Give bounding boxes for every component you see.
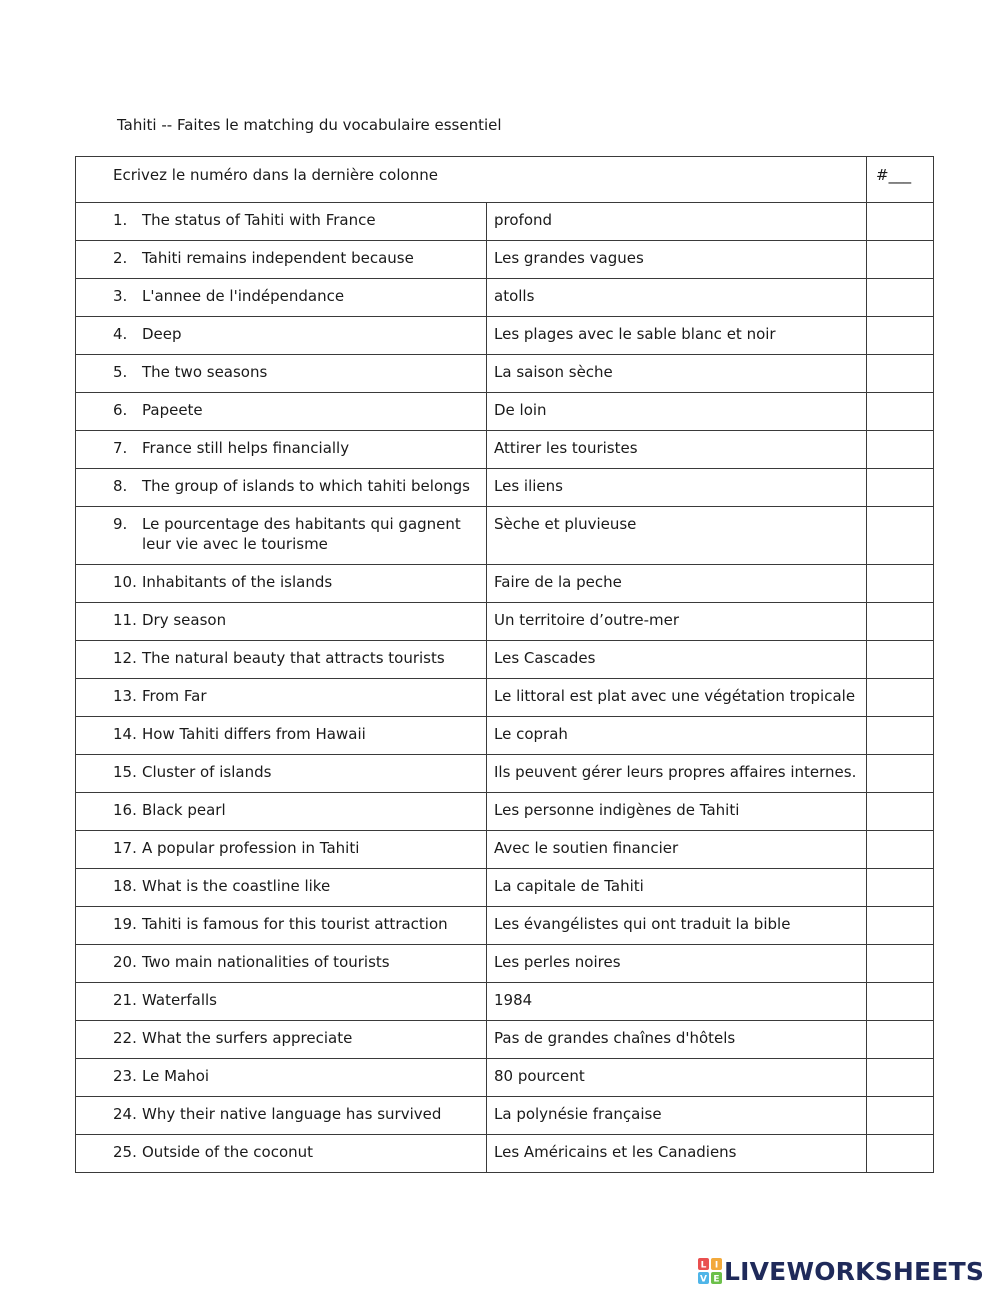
answer-text: atolls [494, 287, 535, 305]
number-answer-cell[interactable] [867, 869, 934, 907]
question-cell [76, 603, 487, 641]
question-number: 24. [113, 1105, 137, 1123]
number-answer-cell[interactable] [867, 945, 934, 983]
table-row [76, 755, 934, 793]
question-number: 20. [113, 953, 137, 971]
question-text: Inhabitants of the islands [142, 573, 333, 591]
question-number: 3. [113, 287, 128, 305]
question-cell [76, 279, 487, 317]
number-answer-cell[interactable] [867, 279, 934, 317]
number-answer-cell[interactable] [867, 831, 934, 869]
answer-text: Un territoire d’outre-mer [494, 611, 680, 629]
table-row [76, 1097, 934, 1135]
answer-text: De loin [494, 401, 547, 419]
question-number: 8. [113, 477, 128, 495]
question-cell [76, 431, 487, 469]
question-text: Two main nationalities of tourists [142, 953, 390, 971]
question-text: Outside of the coconut [142, 1143, 314, 1161]
answer-text: Avec le soutien financier [494, 839, 679, 857]
answer-cell [487, 241, 867, 279]
question-text: France still helps financially [142, 439, 350, 457]
table-row [76, 317, 934, 355]
question-text: A popular profession in Tahiti [142, 839, 360, 857]
liveworksheets-logo [698, 1256, 984, 1286]
table-row [76, 203, 934, 241]
number-answer-cell[interactable] [867, 907, 934, 945]
question-text: The group of islands to which tahiti belongs [142, 477, 470, 495]
table-row [76, 641, 934, 679]
question-text: The two seasons [142, 363, 268, 381]
question-text: What is the coastline like [142, 877, 331, 895]
number-answer-cell[interactable] [867, 1059, 934, 1097]
question-number: 21. [113, 991, 137, 1009]
instruction-text: Ecrivez le numéro dans la dernière colonne [113, 166, 438, 184]
question-number: 18. [113, 877, 137, 895]
table-row [76, 907, 934, 945]
answer-cell [487, 565, 867, 603]
question-number: 2. [113, 249, 128, 267]
answer-cell [487, 507, 867, 565]
answer-cell [487, 603, 867, 641]
svg-text:I: I [714, 1260, 719, 1271]
number-answer-cell[interactable] [867, 507, 934, 565]
question-cell [76, 945, 487, 983]
question-cell [76, 393, 487, 431]
question-text: The natural beauty that attracts tourists [142, 649, 445, 667]
answer-text: Pas de grandes chaînes d'hôtels [494, 1029, 736, 1047]
question-cell [76, 755, 487, 793]
answer-cell [487, 279, 867, 317]
question-number: 25. [113, 1143, 137, 1161]
answer-text: Le coprah [494, 725, 568, 743]
number-answer-cell[interactable] [867, 565, 934, 603]
table-row [76, 793, 934, 831]
table-row [76, 469, 934, 507]
answer-text: Les grandes vagues [494, 249, 644, 267]
question-cell [76, 869, 487, 907]
question-cell [76, 565, 487, 603]
answer-text: La capitale de Tahiti [494, 877, 644, 895]
liveworksheets-logo-icon [698, 1258, 722, 1284]
answer-text: 80 pourcent [494, 1067, 585, 1085]
number-answer-cell[interactable] [867, 603, 934, 641]
number-answer-cell[interactable] [867, 755, 934, 793]
question-text: Dry season [142, 611, 227, 629]
answer-cell [487, 393, 867, 431]
number-answer-cell[interactable] [867, 203, 934, 241]
answer-text: Les personne indigènes de Tahiti [494, 801, 740, 819]
answer-cell [487, 945, 867, 983]
question-number: 23. [113, 1067, 137, 1085]
answer-text: Les Cascades [494, 649, 596, 667]
answer-cell [487, 1097, 867, 1135]
answer-text: Faire de la peche [494, 573, 622, 591]
answer-cell [487, 355, 867, 393]
question-cell [76, 241, 487, 279]
question-cell [76, 1059, 487, 1097]
question-number: 5. [113, 363, 128, 381]
question-number: 13. [113, 687, 137, 705]
table-row [76, 431, 934, 469]
question-number: 4. [113, 325, 128, 343]
number-answer-cell[interactable] [867, 241, 934, 279]
question-number: 17. [113, 839, 137, 857]
question-text: Le Mahoi [142, 1067, 210, 1085]
table-row [76, 945, 934, 983]
number-answer-cell[interactable] [867, 679, 934, 717]
table-header-row [76, 157, 934, 203]
question-number: 16. [113, 801, 137, 819]
answer-cell [487, 1021, 867, 1059]
question-number: 19. [113, 915, 137, 933]
question-cell [76, 983, 487, 1021]
question-text: The status of Tahiti with France [142, 211, 376, 229]
answer-text: Les évangélistes qui ont traduit la bible [494, 915, 791, 933]
answer-text: Les iliens [494, 477, 563, 495]
answer-cell [487, 983, 867, 1021]
answer-cell [487, 203, 867, 241]
answer-text: Le littoral est plat avec une végétation tropicale [494, 687, 856, 705]
number-answer-cell[interactable] [867, 1097, 934, 1135]
question-cell [76, 1021, 487, 1059]
question-cell [76, 203, 487, 241]
answer-text: profond [494, 211, 553, 229]
question-number: 10. [113, 573, 137, 591]
number-answer-cell[interactable] [867, 431, 934, 469]
answer-cell [487, 679, 867, 717]
question-number: 22. [113, 1029, 137, 1047]
answer-text: Attirer les touristes [494, 439, 638, 457]
answer-cell [487, 793, 867, 831]
answer-text: Ils peuvent gérer leurs propres affaires internes. [494, 763, 857, 781]
question-text: Cluster of islands [142, 763, 272, 781]
number-answer-cell[interactable] [867, 393, 934, 431]
number-answer-cell[interactable] [867, 1135, 934, 1173]
answer-cell [487, 1135, 867, 1173]
number-label: #___ [876, 166, 912, 184]
question-text: Deep [142, 325, 182, 343]
question-cell [76, 1135, 487, 1173]
svg-text:E: E [713, 1274, 720, 1284]
number-answer-cell[interactable] [867, 717, 934, 755]
question-number: 7. [113, 439, 128, 457]
table-row [76, 507, 934, 565]
question-number: 6. [113, 401, 128, 419]
answer-cell [487, 831, 867, 869]
question-cell [76, 831, 487, 869]
answer-cell [487, 869, 867, 907]
table-row [76, 279, 934, 317]
answer-cell [487, 469, 867, 507]
table-row [76, 1059, 934, 1097]
answer-cell [487, 1059, 867, 1097]
number-answer-cell[interactable] [867, 469, 934, 507]
question-number: 14. [113, 725, 137, 743]
answer-text: La saison sèche [494, 363, 613, 381]
svg-text:L: L [700, 1260, 707, 1271]
answer-text: 1984 [494, 991, 533, 1009]
question-cell [76, 507, 487, 565]
answer-cell [487, 431, 867, 469]
answer-cell [487, 755, 867, 793]
answer-text: Les Américains et les Canadiens [494, 1143, 737, 1161]
question-text: Waterfalls [142, 991, 217, 1009]
table-row [76, 679, 934, 717]
worksheet-title: Tahiti -- Faites le matching du vocabulaire essentiel [117, 116, 502, 134]
number-answer-cell[interactable] [867, 355, 934, 393]
question-text: Why their native language has survived [142, 1105, 442, 1123]
answer-cell [487, 907, 867, 945]
matching-table [75, 156, 934, 1173]
question-cell [76, 469, 487, 507]
table-row [76, 1135, 934, 1173]
question-cell [76, 717, 487, 755]
table-row [76, 869, 934, 907]
answer-text: Les plages avec le sable blanc et noir [494, 325, 776, 343]
question-cell [76, 317, 487, 355]
liveworksheets-logo-text: LIVEWORKSHEETS [724, 1256, 985, 1286]
answer-cell [487, 717, 867, 755]
answer-text: La polynésie française [494, 1105, 662, 1123]
question-number: 1. [113, 211, 128, 229]
table-row [76, 1021, 934, 1059]
question-cell [76, 793, 487, 831]
number-answer-cell[interactable] [867, 793, 934, 831]
question-text: From Far [142, 687, 207, 705]
svg-text:V: V [700, 1274, 707, 1284]
table-row [76, 603, 934, 641]
question-cell [76, 679, 487, 717]
question-number: 11. [113, 611, 137, 629]
table-row [76, 717, 934, 755]
answer-text: Sèche et pluvieuse [494, 515, 637, 533]
table-row [76, 393, 934, 431]
number-answer-cell[interactable] [867, 641, 934, 679]
question-text: Tahiti remains independent because [142, 249, 414, 267]
question-text: How Tahiti differs from Hawaii [142, 725, 366, 743]
question-number: 9. [113, 515, 128, 533]
question-text: What the surfers appreciate [142, 1029, 353, 1047]
question-cell [76, 355, 487, 393]
question-text: L'annee de l'indépendance [142, 287, 345, 305]
number-answer-cell[interactable] [867, 317, 934, 355]
table-row [76, 355, 934, 393]
question-number: 15. [113, 763, 137, 781]
question-text: Le pourcentage des habitants qui gagnent leur vie avec le tourisme [142, 515, 461, 553]
instruction-cell [76, 157, 867, 203]
question-cell [76, 907, 487, 945]
answer-cell [487, 317, 867, 355]
number-answer-cell[interactable] [867, 1021, 934, 1059]
question-text: Black pearl [142, 801, 226, 819]
number-column-header [867, 157, 934, 203]
table-row [76, 565, 934, 603]
question-text: Tahiti is famous for this tourist attraction [142, 915, 448, 933]
answer-cell [487, 641, 867, 679]
question-number: 12. [113, 649, 137, 667]
answer-text: Les perles noires [494, 953, 621, 971]
table-row [76, 241, 934, 279]
table-row [76, 831, 934, 869]
question-cell [76, 1097, 487, 1135]
question-text: Papeete [142, 401, 203, 419]
table-row [76, 983, 934, 1021]
number-answer-cell[interactable] [867, 983, 934, 1021]
question-cell [76, 641, 487, 679]
